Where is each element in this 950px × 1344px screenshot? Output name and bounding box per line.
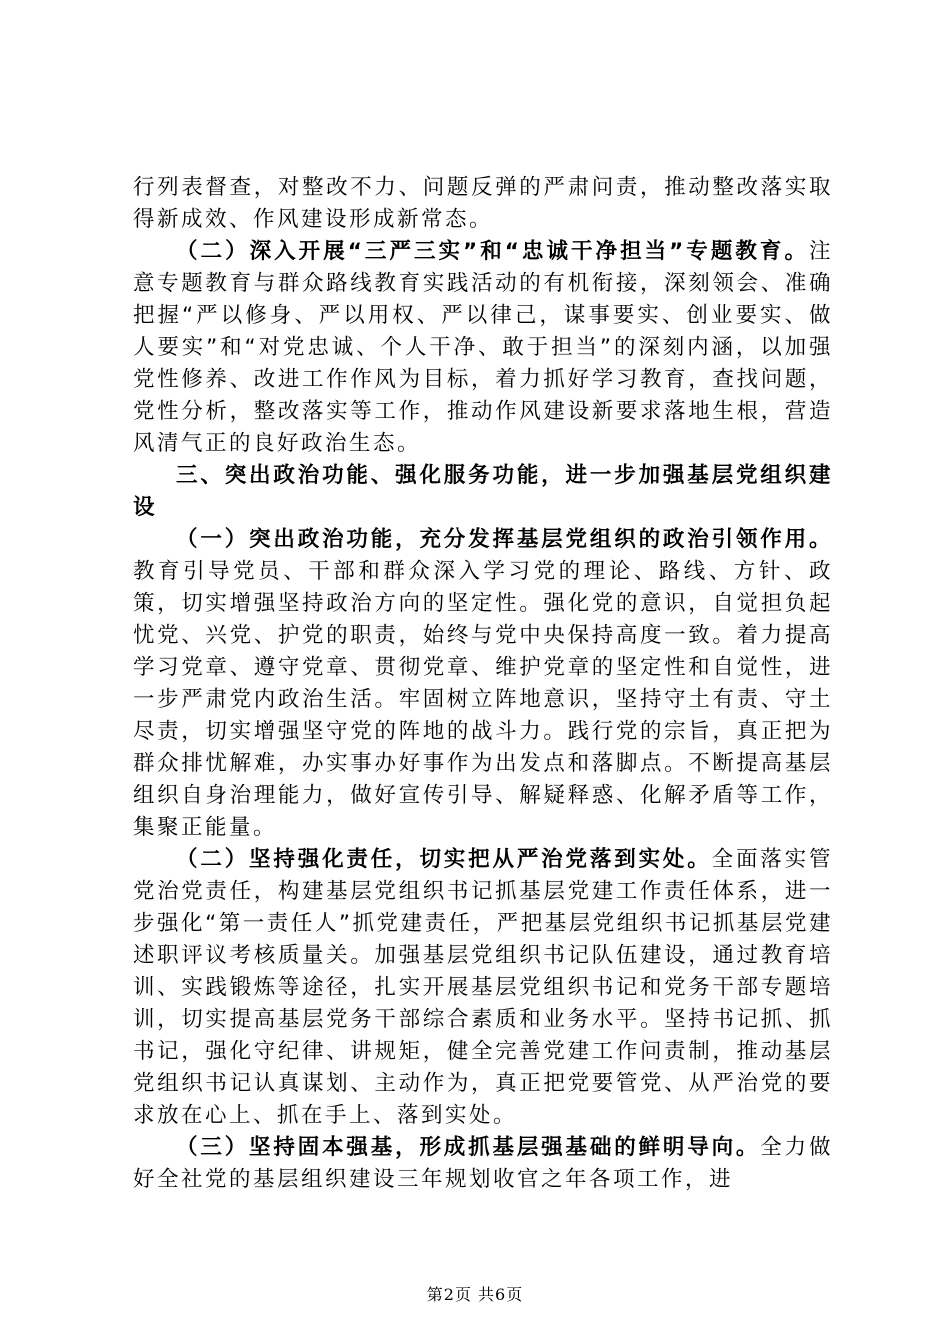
section-3-2-body: 全面落实管党治党责任，构建基层党组织书记抓基层党建工作责任体系，进一步强化“第一责任人”抓党建责任，严把基层党组织书记抓基层党建述职评议考核质量关。加强基层党组织书记队伍建设，通过教育培训、实践锻炼等途径，扎实开展基层党组织书记和党务干部专题培训，切实提高基层党务干部综合素质和业务水平。坚持书记抓、抓书记，强化守纪律、讲规矩，健全完善党建工作问责制，推动基层党组织书记认真谋划、主动作为，真正把党要管党、从严治党的要求放在心上、抓在手上、落到实处。 — [133, 847, 833, 1128]
section-3-1-paragraph — [133, 524, 833, 844]
section-3-1-title: （一）突出政治功能，充分发挥基层党组织的政治引领作用。 — [176, 527, 833, 552]
section-3-heading: 三、突出政治功能、强化服务功能，进一步加强基层党组织建设 — [133, 463, 833, 520]
section-3-2-paragraph — [133, 844, 833, 1132]
section-2-2-title: （二）深入开展“三严三实”和“忠诚干净担当”专题教育。 — [176, 239, 809, 264]
document-body — [133, 172, 833, 1196]
section-2-2-paragraph — [133, 236, 833, 460]
section-3-2-title: （二）坚持强化责任，切实把从严治党落到实处。 — [176, 847, 712, 872]
section-3-1-body: 教育引导党员、干部和群众深入学习党的理论、路线、方针、政策，切实增强坚持政治方向的坚定性。强化党的意识，自觉担负起忧党、兴党、护党的职责，始终与党中央保持高度一致。着力提高学习党章、遵守党章、贯彻党章、维护党章的坚定性和自觉性，进一步严肃党内政治生活。牢固树立阵地意识，坚持守土有责、守土尽责，切实增强坚守党的阵地的战斗力。践行党的宗旨，真正把为群众排忧解难，办实事办好事作为出发点和落脚点。不断提高基层组织自身治理能力，做好宣传引导、解疑释惑、化解矛盾等工作，集聚正能量。 — [133, 559, 833, 840]
section-3-3-paragraph — [133, 1132, 833, 1196]
continuation-paragraph: 行列表督查，对整改不力、问题反弹的严肃问责，推动整改落实取得新成效、作风建设形成新常态。 — [133, 175, 833, 232]
section-2-2-body: 注意专题教育与群众路线教育实践活动的有机衔接，深刻领会、准确把握“严以修身、严以用权、严以律己，谋事要实、创业要实、做人要实”和“对党忠诚、个人干净、敢于担当”的深刻内涵，以加强党性修养、改进工作作风为目标，着力抓好学习教育，查找问题，党性分析，整改落实等工作，推动作风建设新要求落地生根，营造风清气正的良好政治生态。 — [133, 239, 833, 456]
section-3-3-title: （三）坚持固本强基，形成抓基层强基础的鲜明导向。 — [176, 1135, 761, 1160]
page-number-footer: 第2页 共6页 — [426, 1285, 524, 1304]
section-3-3-body: 全力做好全社党的基层组织建设三年规划收官之年各项工作，进 — [133, 1135, 833, 1192]
